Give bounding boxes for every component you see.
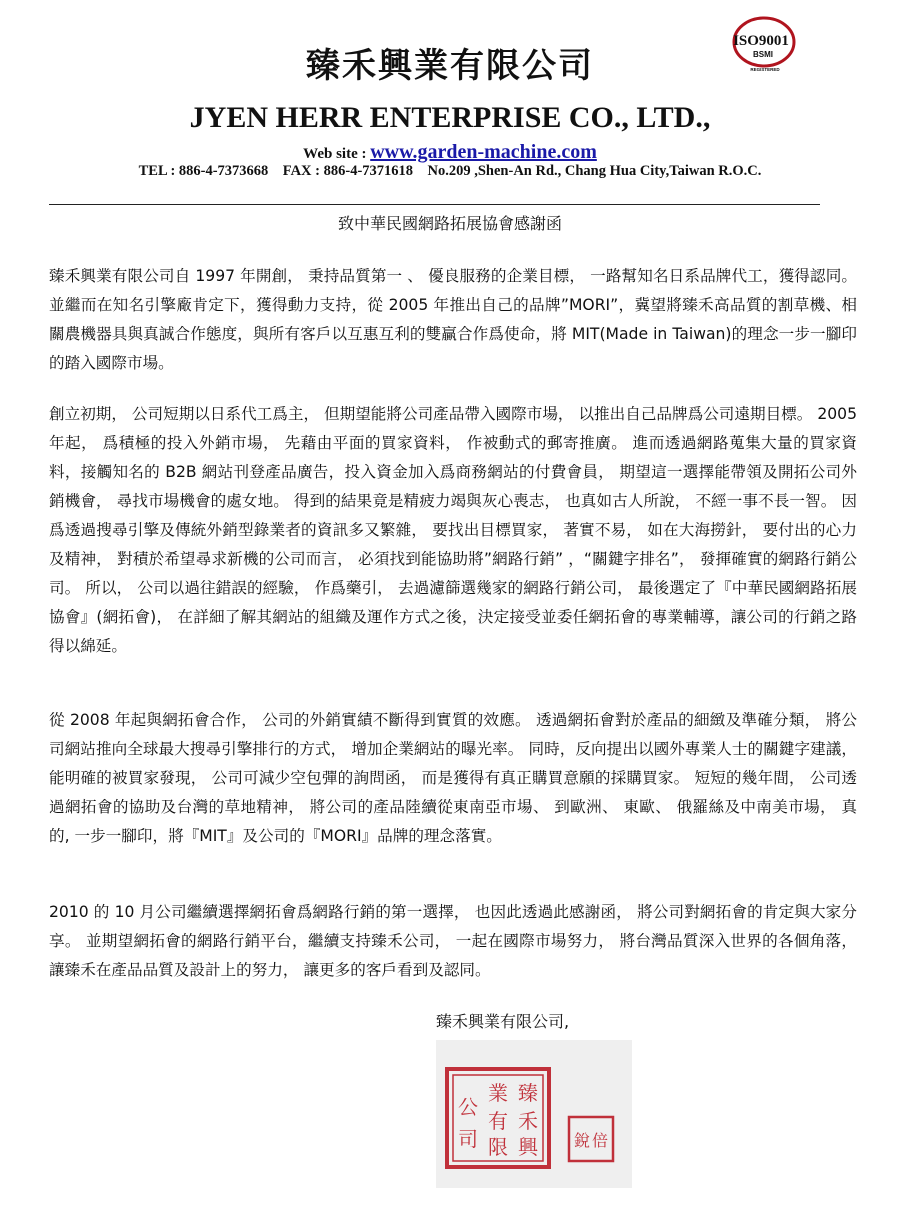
header-divider [49,204,820,205]
svg-text:銳: 銳 [573,1131,591,1150]
contact-line: TEL : 886-4-7373668 FAX : 886-4-7371618 No.209 ,Shen-An Rd., Chang Hua City,Taiwan R.O.C. [138,163,762,179]
website-line [0,141,900,164]
iso-small-text: REGISTERED [750,67,780,72]
iso-main-text: ISO9001 [733,33,789,49]
svg-text:公: 公 [458,1095,478,1119]
personal-seal-icon [566,1114,616,1164]
paragraph-3: 從 2008 年起與網拓會合作， 公司的外銷實績不斷得到實質的效應。 透過網拓會對於產品的細緻及準確分類， 將公司網站推向全球最大搜尋引擎排行的方式， 增加企業網站的曝光率。 同時，反向提出以國外專業人士的關鍵字建議， 能明確的被買家發現， 公司可減少空包彈的詢問函， 而是獲得有真正購買意願的採購買家。 短短的幾年間， 公司透過網拓會的協助及台灣的草地精神， 將公司的產品陸續從東南亞市場、 到歐洲、 東歐、 俄羅絲及中南美市場， 真的, 一步一腳印，將『MIT』及公司的『MORI』品牌的理念落實。 [49,711,857,845]
svg-text:臻: 臻 [518,1081,538,1105]
svg-text:業: 業 [488,1081,508,1105]
svg-text:禾: 禾 [518,1109,538,1133]
svg-text:有: 有 [488,1109,508,1133]
paragraph-2: 創立初期， 公司短期以日系代工爲主， 但期望能將公司產品帶入國際市場， 以推出自己品牌爲公司遠期目標。 2005 年起， 爲積極的投入外銷市場， 先藉由平面的買家資料， 作被動式的郵寄推廣。 進而透過網路蒐集大量的買家資料，接觸知名的 B2B 網站刊登產品廣告，投入資金加入爲商務網站的付費會員， 期望這一選擇能帶領及開拓公司外銷機會， 尋找市場機會的處女地。 得到的結果竟是精疲力竭與灰心喪志， 也真如古人所說， 不經一事不長一智。 因爲透過搜尋引擎及傳統外銷型錄業者的資訊多又繁雜， 要找出目標買家， 著實不易， 如在大海撈針， 要付出的心力及精神， 對積於希望尋求新機的公司而言， 必須找到能協助將”網路行銷” ，“關鍵字排名”， 發揮確實的網路行銷公司。 所以， 公司以過往錯誤的經驗， 作爲藥引， 去過濾篩選幾家的網路行銷公司， 最後選定了『中華民國網路拓展協會』(網拓會)， 在詳細了解其網站的組織及運作方式之後，決定接受並委任網拓會的專業輔導，讓公司的行銷之路得以綿延。 [49,405,858,655]
company-name-chinese: 臻禾興業有限公司 [306,46,594,86]
website-label: Web site : [303,146,371,162]
iso-mid-text: BSMI [753,50,773,59]
company-seal-icon [444,1066,552,1170]
signature-line: 臻禾興業有限公司, [436,1012,570,1031]
website-link[interactable]: www.garden-machine.com [370,141,597,163]
paragraph-1: 臻禾興業有限公司自 1997 年開創， 秉持品質第一 、 優良服務的企業目標， 一路幫知名日系品牌代工，獲得認同。 並繼而在知名引擎廠肯定下，獲得動力支持，從 2005 年推出自己的品牌”MORI”，冀望將臻禾高品質的割草機、相關農機器具與真誠合作態度，與所有客戶以互惠互利的雙贏合作爲使命，將 MIT(Made in Taiwan)的理念一步一腳印的踏入國際市場。 [49,267,857,372]
svg-text:司: 司 [458,1127,478,1151]
svg-text:限: 限 [488,1135,508,1159]
paragraph-4: 2010 的 10 月公司繼續選擇網拓會爲網路行銷的第一選擇， 也因此透過此感謝函， 將公司對網拓會的肯定與大家分享。 並期望網拓會的網路行銷平台，繼續支持臻禾公司， 一起在國際市場努力， 將台灣品質深入世界的各個角落， 讓臻禾在產品品質及設計上的努力， 讓更多的客戶看到及認同。 [49,903,857,979]
svg-text:興: 興 [518,1135,538,1159]
company-name-english: JYEN HERR ENTERPRISE CO., LTD., [189,101,711,134]
letter-title: 致中華民國網路拓展協會感謝函 [337,214,562,233]
svg-text:倍: 倍 [591,1131,609,1150]
